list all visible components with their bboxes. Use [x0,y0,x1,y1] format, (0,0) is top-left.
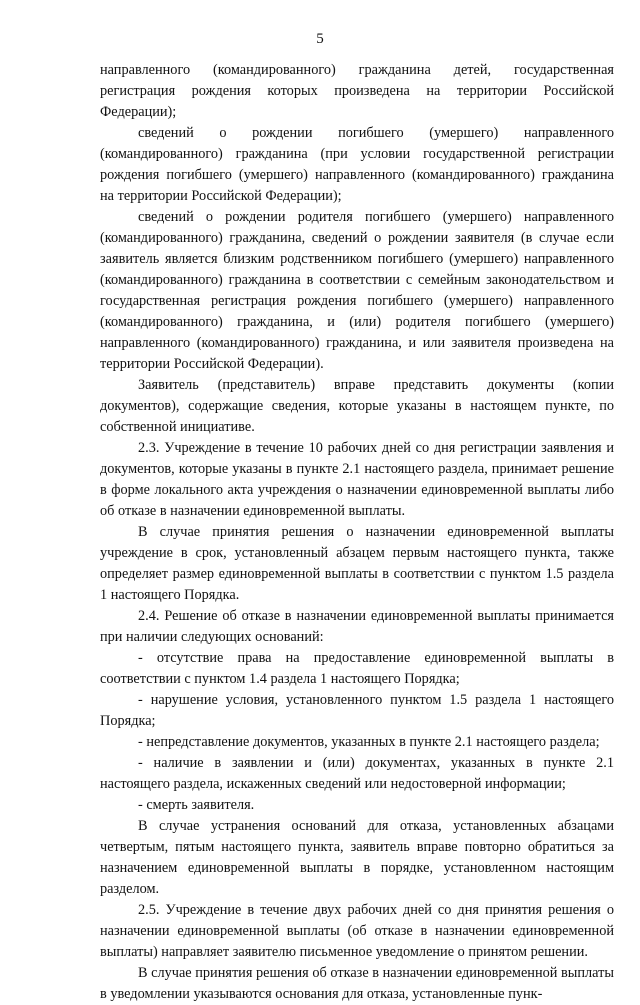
paragraph-continuation: направленного (командированного) гражданина детей, государственная регистрация рождения которых произведена на территории Российской Федерации); [100,62,614,120]
list-item-missing-documents: - непредставление документов, указанных в пункте 2.1 настоящего раздела; [138,734,600,750]
paragraph-clause-2-4: 2.4. Решение об отказе в назначении единовременной выплаты принимается при наличии следующих оснований: [100,608,614,645]
paragraph-payment-amount: В случае принятия решения о назначении единовременной выплаты учреждение в срок, установленный абзацем первым настоящего пункта, также определяет размер единовременной выплаты в соответствии с пунктом 1.5 раздела 1 настоящего Порядка. [100,524,614,603]
page-number: 5 [316,31,324,47]
list-item-false-information: - наличие в заявлении и (или) документах, указанных в пункте 2.1 настоящего раздела, искаженных сведений или недостоверной информации; [100,755,614,792]
paragraph-reapplication: В случае устранения оснований для отказа, установленных абзацами четвертым, пятым настоящего пункта, заявитель вправе повторно обратиться за назначением единовременной выплаты в порядке, установленном настоящим разделом. [100,818,614,897]
document-body [100,60,614,1005]
list-item-condition-violation: - нарушение условия, установленного пунктом 1.5 раздела 1 настоящего Порядка; [100,692,614,729]
paragraph-applicant-right: Заявитель (представитель) вправе представить документы (копии документов), содержащие сведения, которые указаны в настоящем пункте, по собственной инициативе. [100,377,614,435]
paragraph-refusal-notice: В случае принятия решения об отказе в назначении единовременной выплаты в уведомлении указываются основания для отказа, установленные пунк- [100,965,614,1002]
paragraph-clause-2-5: 2.5. Учреждение в течение двух рабочих дней со дня принятия решения о назначении единовременной выплаты (об отказе в назначении единовременной выплаты) направляет заявителю письменное уведомление о принятом решении. [100,902,614,960]
paragraph-clause-2-3: 2.3. Учреждение в течение 10 рабочих дней со дня регистрации заявления и документов, которые указаны в пункте 2.1 настоящего раздела, принимает решение в форме локального акта учреждения о назначении единовременной выплаты либо об отказе в назначении единовременной выплаты. [100,440,614,519]
list-item-no-right: - отсутствие права на предоставление единовременной выплаты в соответствии с пунктом 1.4 раздела 1 настоящего Порядка; [100,650,614,687]
list-item-applicant-death: - смерть заявителя. [138,797,255,813]
paragraph-birth-info-parent: сведений о рождении родителя погибшего (умершего) направленного (командированного) гражданина, сведений о рождении заявителя (в случае если заявитель является близким родственником погибшего (умершего) направленного (командированного) гражданина в соответствии с семейным законодательством и государственная регистрация рождения погибшего (умершего) направленного (командированного) гражданина, и (или) родителя погибшего (умершего) направленного (командированного) гражданина, и или заявителя произведена на территории Российской Федерации). [100,209,614,372]
paragraph-birth-info-deceased: сведений о рождении погибшего (умершего) направленного (командированного) гражданина (при условии государственной регистрации рождения погибшего (умершего) направленного (командированного) гражданина на территории Российской Федерации); [100,125,614,204]
